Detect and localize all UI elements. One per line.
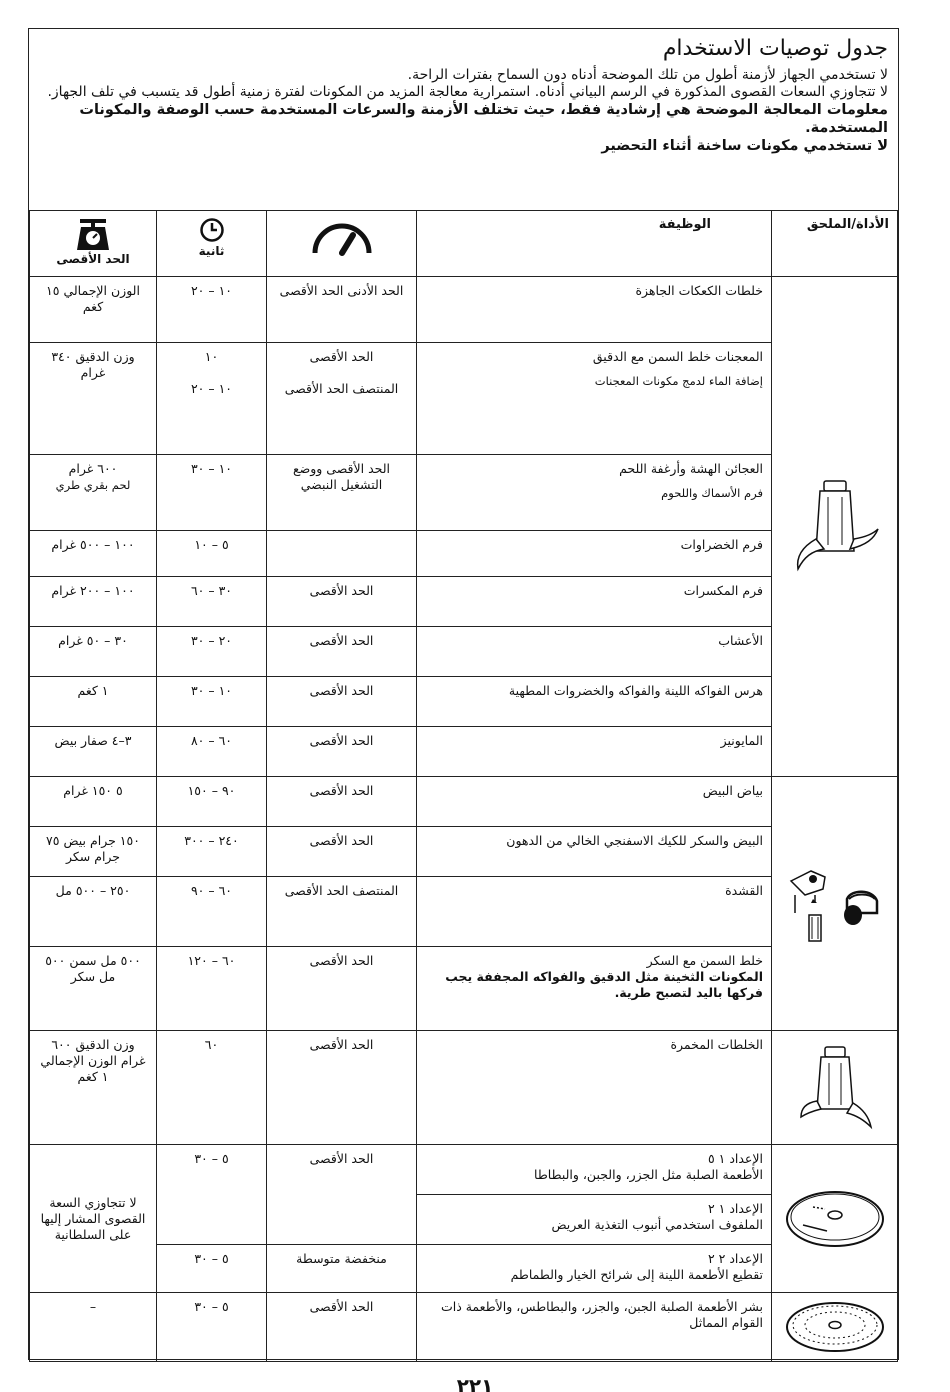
time-cell (157, 343, 267, 455)
table-row (30, 627, 898, 677)
max-text: ٦٠٠ غرام (68, 461, 118, 476)
function-text: خلط السمن مع السكر (646, 953, 763, 968)
function-cell: فرم المكسرات (417, 577, 772, 627)
table-row (30, 947, 898, 1031)
table-row (30, 677, 898, 727)
function-cell: هرس الفواكه اللينة والفواكه والخضروات المطهية (417, 677, 772, 727)
speed-cell (267, 343, 417, 455)
speed-cell: الحد الأقصى (267, 727, 417, 777)
usage-table (29, 210, 898, 1362)
function-cell: الأعشاب (417, 627, 772, 677)
grating-disc-icon (780, 1299, 889, 1355)
clock-icon (165, 217, 258, 243)
speed-text-2: المنتصف الحد الأقصى (284, 381, 399, 396)
page-title: جدول توصيات الاستخدام (662, 36, 888, 61)
header-max (30, 211, 157, 277)
function-cell: القشدة (417, 877, 772, 947)
header-time (157, 211, 267, 277)
function-text: الإعداد ٢ ٢ (707, 1251, 763, 1266)
time-cell: ٦٠ – ١٢٠ (157, 947, 267, 1031)
function-cell: بشر الأطعمة الصلبة الجبن، والجزر، والبطاطس، والأطعمة ذات القوام المماثل (417, 1293, 772, 1362)
table-row (30, 727, 898, 777)
tool-cell-whisk (772, 777, 898, 1031)
slicing-disc-icon (780, 1187, 889, 1251)
intro-note-bold: معلومات المعالجة الموضحة هي إرشادية فقط، حيث تختلف الأزمنة والسرعات المستخدمة حسب الوصفة والمكونات المستخدمة. (79, 102, 888, 136)
max-cell: وزن الدقيق ٦٠٠ غرام الوزن الإجمالي ١ كغم (30, 1031, 157, 1145)
page-number: ٢٢١ (456, 1374, 494, 1392)
max-cell: ٥ ١٥٠ غرام (30, 777, 157, 827)
tool-cell-blade (772, 277, 898, 777)
time-cell: ٣٠ – ٦٠ (157, 577, 267, 627)
max-cell: ١٠٠ – ٢٠٠ غرام (30, 577, 157, 627)
time-text-2: ١٠ – ٢٠ (190, 381, 233, 396)
speed-cell: الحد الأقصى (267, 627, 417, 677)
speed-cell: الحد الأقصى (267, 947, 417, 1031)
time-cell: ٢٤٠ – ٣٠٠ (157, 827, 267, 877)
time-cell: ٥ – ٣٠ (157, 1293, 267, 1362)
speed-cell: الحد الأقصى (267, 677, 417, 727)
function-subtext: فرم الأسماك واللحوم (661, 486, 763, 500)
tool-cell-slicing-disc (772, 1145, 898, 1293)
max-subtext: لحم بقري طري (55, 478, 131, 492)
recommendations-frame (28, 28, 899, 1360)
speed-cell: منخفضة متوسطة (267, 1245, 417, 1293)
function-cell (417, 455, 772, 531)
max-cell: ١ كغم (30, 677, 157, 727)
header-function: الوظيفة (417, 211, 772, 277)
whisk-attachment-icon (780, 859, 889, 949)
function-subtext: الملفوف استخدمي أنبوب التغذية العريض (551, 1217, 763, 1232)
intro-section (29, 29, 898, 211)
time-cell: ١٠ – ٢٠ (157, 277, 267, 343)
table-header-row (30, 211, 898, 277)
function-cell (417, 1245, 772, 1293)
speed-cell: الحد الأقصى (267, 1145, 417, 1245)
scale-icon (38, 217, 148, 251)
speed-cell: المنتصف الحد الأقصى (267, 877, 417, 947)
max-cell: ١٠٠ – ٥٠٠ غرام (30, 531, 157, 577)
max-cell: وزن الدقيق ٣٤٠ غرام (30, 343, 157, 455)
max-cell: ٢٥٠ – ٥٠٠ مل (30, 877, 157, 947)
speed-cell: الحد الأقصى (267, 1293, 417, 1362)
max-cell: لا تتجاوزي السعة القصوى المشار إليها على السلطانية (30, 1145, 157, 1293)
table-row (30, 531, 898, 577)
table-row (30, 277, 898, 343)
speed-cell: الحد الأدنى الحد الأقصى (267, 277, 417, 343)
max-cell: – (30, 1293, 157, 1362)
max-cell: الوزن الإجمالي ١٥ كغم (30, 277, 157, 343)
function-cell (417, 343, 772, 455)
function-text: المعجنات خلط السمن مع الدقيق (592, 349, 763, 364)
time-cell: ٥ – ٣٠ (157, 1145, 267, 1245)
time-cell: ٦٠ – ٨٠ (157, 727, 267, 777)
function-bold-note: المكونات الثخينة مثل الدقيق والفواكه المجففة يجب فركها باليد لتصبح طرية. (445, 969, 763, 1000)
function-cell: بياض البيض (417, 777, 772, 827)
function-cell: المايونيز (417, 727, 772, 777)
dough-tool-icon (780, 1043, 889, 1133)
intro-line-1: لا تستخدمي الجهاز لأزمنة أطول من تلك الموضحة أدناه دون السماح بفترات الراحة. (407, 67, 888, 83)
time-cell: ٦٠ (157, 1031, 267, 1145)
function-cell: فرم الخضراوات (417, 531, 772, 577)
intro-line-2: لا تتجاوزي السعات القصوى المذكورة في الرسم البياني أدناه. استمرارية معالجة المزيد من المكونات لفترة زمنية أطول قد يتسبب في تلف الجهاز. (47, 84, 888, 100)
speed-cell (267, 531, 417, 577)
speedometer-icon (275, 217, 408, 257)
table-row (30, 877, 898, 947)
function-cell (417, 947, 772, 1031)
time-cell: ١٠ – ٣٠ (157, 677, 267, 727)
table-row (30, 1293, 898, 1362)
header-tool: الأداة/الملحق (772, 211, 898, 277)
intro-warning-bold: لا تستخدمي مكونات ساخنة أثناء التحضير (601, 138, 888, 154)
function-cell: الخلطات المخمرة (417, 1031, 772, 1145)
time-cell: ٢٠ – ٣٠ (157, 627, 267, 677)
function-subtext: إضافة الماء لدمج مكونات المعجنات (594, 374, 763, 388)
function-cell (417, 1145, 772, 1195)
time-cell: ٦٠ – ٩٠ (157, 877, 267, 947)
table-row (30, 343, 898, 455)
time-cell: ٥ – ١٠ (157, 531, 267, 577)
function-text: الإعداد ١ ٥ (707, 1151, 763, 1166)
function-cell (417, 1195, 772, 1245)
max-cell: ٣٠ – ٥٠ غرام (30, 627, 157, 677)
max-cell: ١٥٠ جرام بيض ٧٥ جرام سكر (30, 827, 157, 877)
function-text: الإعداد ١ ٢ (707, 1201, 763, 1216)
max-cell: ٣–٤ صفار بيض (30, 727, 157, 777)
function-subtext: الأطعمة الصلبة مثل الجزر، والجبن، والبطاطا (534, 1167, 763, 1182)
speed-cell: الحد الأقصى (267, 1031, 417, 1145)
chopping-blade-icon (780, 477, 889, 577)
speed-cell: الحد الأقصى (267, 777, 417, 827)
speed-cell: الحد الأقصى (267, 827, 417, 877)
time-text: ١٠ (204, 349, 219, 364)
time-cell: ٥ – ٣٠ (157, 1245, 267, 1293)
table-row (30, 455, 898, 531)
table-row (30, 777, 898, 827)
function-cell: خلطات الكعكات الجاهزة (417, 277, 772, 343)
function-subtext: تقطيع الأطعمة اللينة إلى شرائح الخيار والطماطم (510, 1267, 763, 1282)
table-row (30, 1245, 898, 1293)
table-row (30, 1145, 898, 1195)
max-label: الحد الأقصى (56, 252, 130, 266)
tool-cell-grating-disc (772, 1293, 898, 1362)
tool-cell-dough (772, 1031, 898, 1145)
speed-cell: الحد الأقصى (267, 577, 417, 627)
speed-text: الحد الأقصى (309, 349, 374, 364)
max-cell (30, 455, 157, 531)
time-cell: ٩٠ – ١٥٠ (157, 777, 267, 827)
function-cell: البيض والسكر للكيك الاسفنجي الخالي من الدهون (417, 827, 772, 877)
time-unit-label: ثانية (198, 244, 225, 258)
table-row (30, 1031, 898, 1145)
time-cell: ١٠ – ٣٠ (157, 455, 267, 531)
speed-cell: الحد الأقصى ووضع التشغيل النبضي (267, 455, 417, 531)
header-speed (267, 211, 417, 277)
max-cell: ٥٠٠ مل سمن ٥٠٠ مل سكر (30, 947, 157, 1031)
function-text: العجائن الهشة وأرغفة اللحم (619, 461, 763, 476)
table-row (30, 577, 898, 627)
table-row (30, 827, 898, 877)
